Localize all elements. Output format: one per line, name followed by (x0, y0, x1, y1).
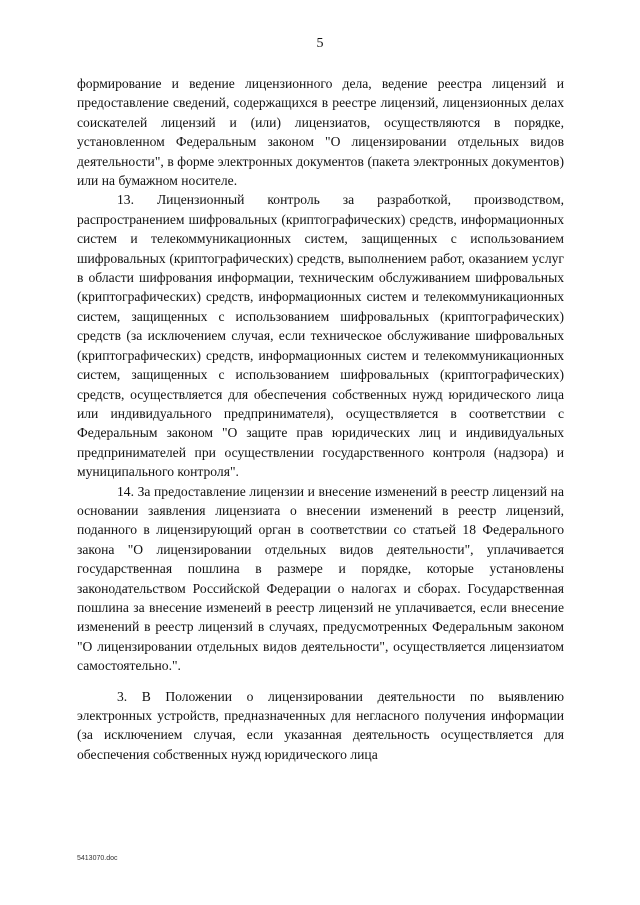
paragraph-13: 13. Лицензионный контроль за разработкой, производством, распространением шифровальных (криптографических) средств, информационных систем и телекоммуникационных систем, защищенных с использованием шифровальных (криптографических) средств, выполнением работ, оказанием услуг в области шифрования информации, техническим обслуживанием шифровальных (криптографических) средств, информационных систем и телекоммуникационных систем, защищенных с использованием шифровальных (криптографических) средств (за исключением случая, если техническое обслуживание шифровальных (криптографических) средств, информационных систем и телекоммуникационных систем, защищенных с использованием шифровальных (криптографических) средств, осуществляется для обеспечения собственных нужд юридического лица или индивидуального предпринимателя), осуществляется в соответствии с Федеральным законом "О защите прав юридических лиц и индивидуальных предпринимателей при осуществлении государственного контроля (надзора) и муниципального контроля". (77, 192, 564, 480)
paragraph-14: 14. За предоставление лицензии и внесение изменений в реестр лицензий на основании заявления лицензиата о внесении изменений в реестр лицензий, поданного в лицензирующий орган в соответствии со статьей 18 Федерального закона "О лицензировании отдельных видов деятельности", уплачивается государственная пошлина в размере и порядке, которые установлены законодательством Российской Федерации о налогах и сборах. Государственная пошлина за внесение изменеий в реестр лицензий не уплачивается, если внесение изменений в реестр лицензий в случаях, предусмотренных Федеральным законом "О лицензировании отдельных видов деятельности", осуществляется лицензиатом самостоятельно.". (77, 483, 564, 674)
page-number: 5 (316, 36, 324, 51)
document-body (77, 74, 564, 764)
footer-file-code: 5413070.doc (77, 855, 118, 862)
paragraph-3: 3. В Положении о лицензировании деятельности по выявлению электронных устройств, предназначенных для негласного получения информации (за исключением случая, если указанная деятельность осуществляется для обеспечения собственных нужд юридического лица (77, 688, 564, 762)
paragraph-continuation: формирование и ведение лицензионного дела, ведение реестра лицензий и предоставление сведений, содержащихся в реестре лицензий, лицензионных делах соискателей лицензий и (или) лицензиатов, осуществляются в порядке, установленном Федеральным законом "О лицензировании отдельных видов деятельности", в форме электронных документов (пакета электронных документов) или на бумажном носителе. (77, 76, 564, 189)
